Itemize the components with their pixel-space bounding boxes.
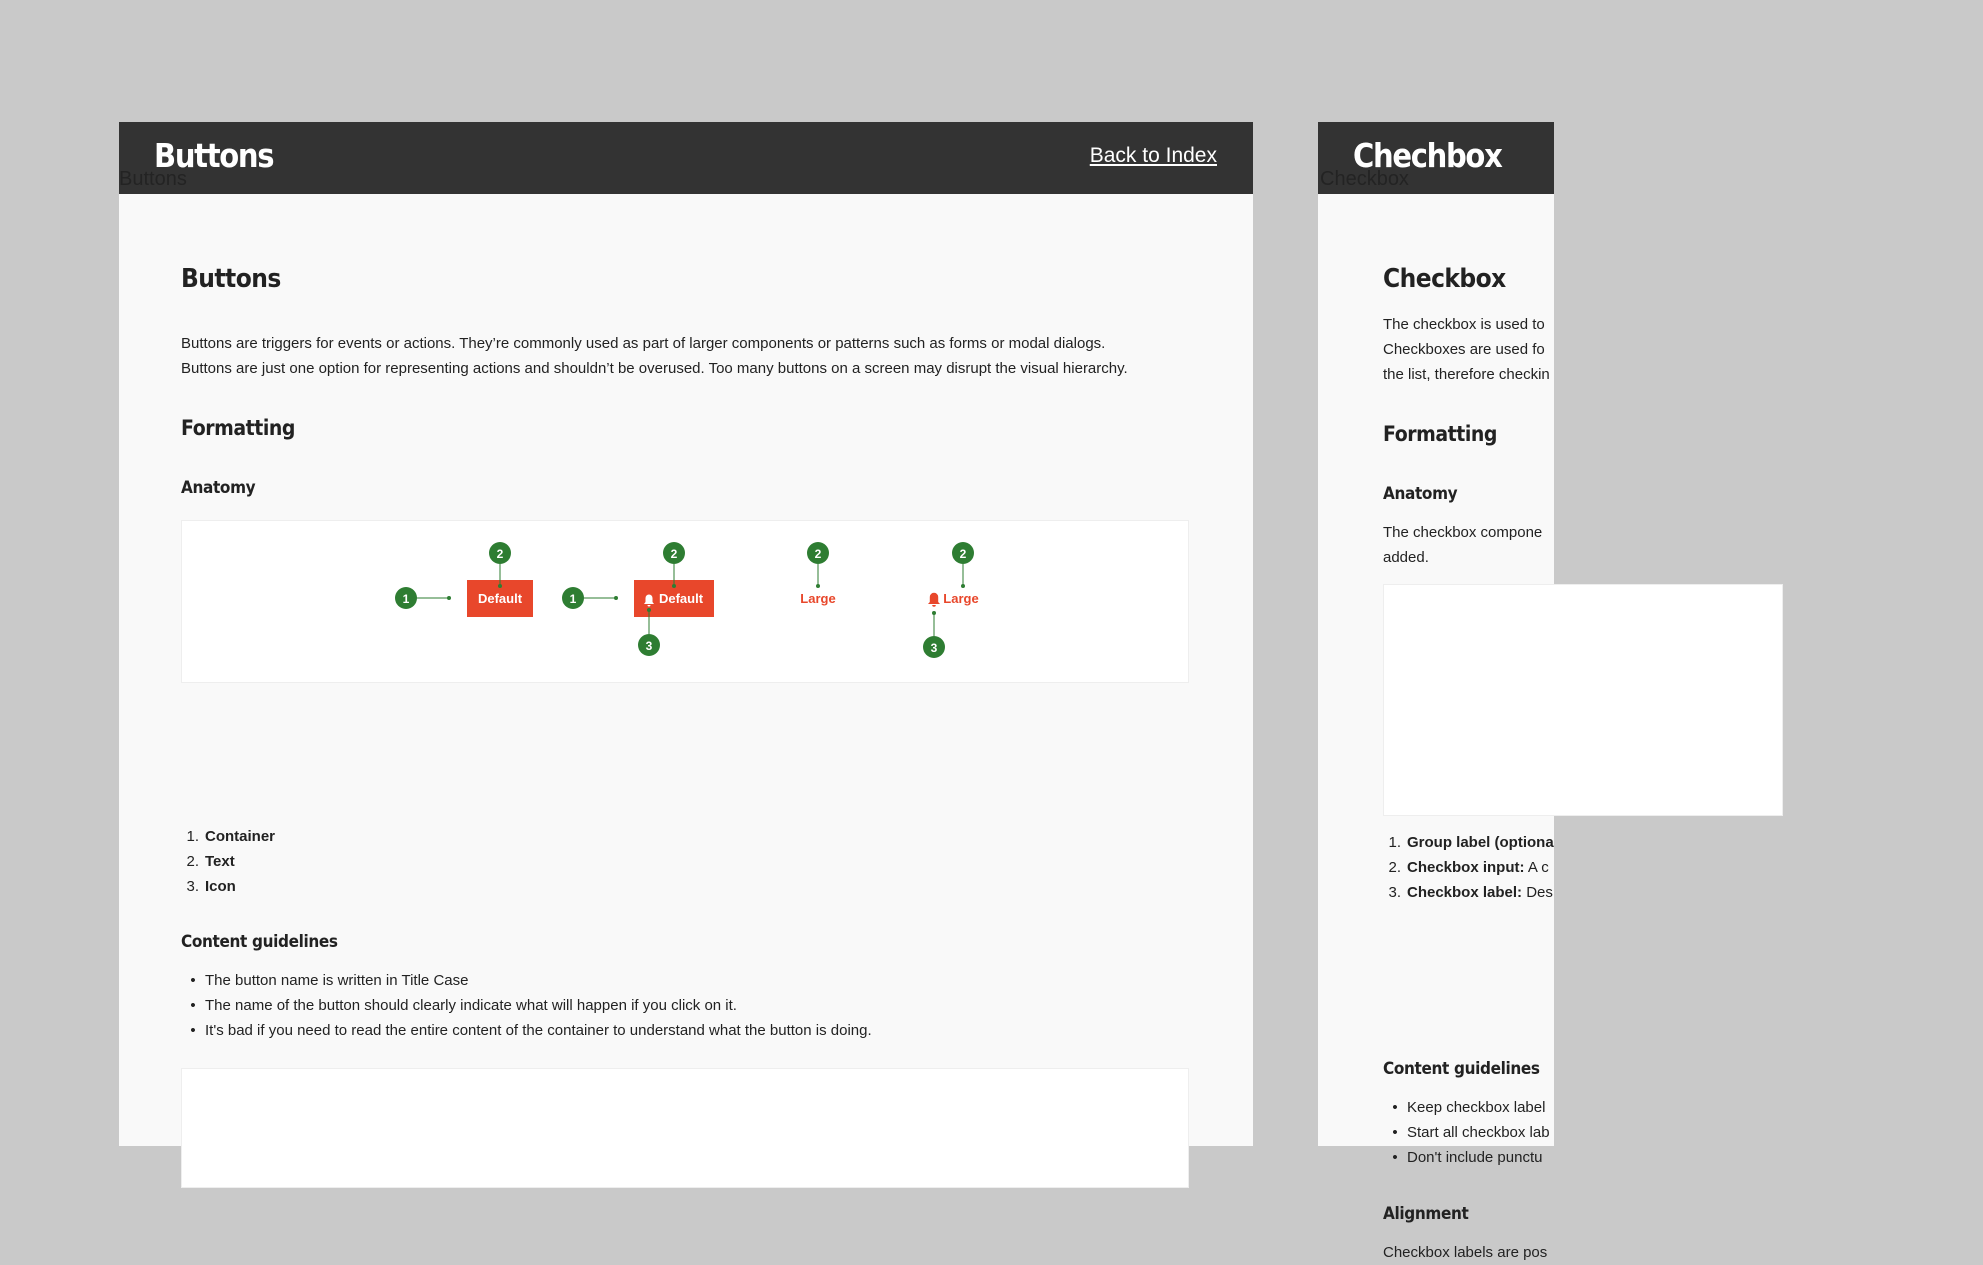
anatomy-heading: Anatomy	[181, 478, 256, 498]
list-text: Start all checkbox lab	[1407, 1124, 1550, 1141]
anatomy-diagram-svg	[182, 521, 1190, 684]
section-heading: Buttons	[181, 264, 281, 294]
marker-2-label: 2	[959, 547, 967, 561]
list-item	[181, 874, 275, 899]
alignment-heading: Alignment	[1383, 1204, 1469, 1224]
frame-label: Checkbox	[1320, 168, 1409, 190]
marker-2-label: 2	[814, 547, 822, 561]
list-item	[181, 849, 275, 874]
back-to-index-link[interactable]: Back to Index	[1089, 144, 1217, 167]
anatomy-list	[1383, 830, 1554, 905]
intro-line: Checkboxes are used fo	[1383, 341, 1545, 358]
bullet: •	[190, 1022, 196, 1039]
list-number: 3.	[1388, 884, 1401, 901]
intro-text	[1383, 312, 1550, 387]
list-number: 2.	[186, 853, 199, 870]
leader-dot	[498, 584, 502, 588]
page-title: Buttons	[154, 136, 274, 175]
list-item	[181, 968, 872, 993]
content-guidelines-heading: Content guidelines	[181, 932, 338, 952]
intro-line: Buttons are triggers for events or actions. They’re commonly used as part of larger components or patterns such as forms or modal dialogs.	[181, 335, 1106, 352]
list-item	[181, 1018, 872, 1043]
anatomy-heading: Anatomy	[1383, 484, 1458, 504]
bullet: •	[1392, 1124, 1398, 1141]
leader-dot	[932, 611, 936, 615]
list-text: The name of the button should clearly indicate what will happen if you click on it.	[205, 997, 737, 1014]
marker-3-label: 3	[930, 641, 938, 655]
anatomy-line: added.	[1383, 549, 1429, 566]
list-text: Keep checkbox label	[1407, 1099, 1546, 1116]
list-number: 1.	[1388, 834, 1401, 851]
bullet: •	[190, 997, 196, 1014]
default-button-label: Default	[477, 591, 523, 606]
list-item	[1383, 855, 1554, 880]
marker-2-label: 2	[670, 547, 678, 561]
content-guidelines-list	[1383, 1095, 1550, 1170]
intro-line: The checkbox is used to	[1383, 316, 1545, 333]
list-label: Checkbox input:	[1407, 859, 1525, 876]
list-label: Icon	[205, 878, 236, 895]
list-label: Group label (optiona	[1407, 834, 1554, 851]
checkbox-doc-page	[1318, 122, 1554, 1261]
bullet: •	[1392, 1099, 1398, 1116]
list-item	[181, 993, 872, 1018]
list-text: It's bad if you need to read the entire content of the container to understand what the button is doing.	[205, 1022, 872, 1039]
bell-icon	[928, 593, 940, 607]
list-item	[1383, 830, 1554, 855]
anatomy-diagram	[1383, 584, 1783, 816]
list-text: Des	[1522, 884, 1553, 901]
list-text: A c	[1524, 859, 1549, 876]
alignment-text: Checkbox labels are pos	[1383, 1244, 1548, 1261]
content-guidelines-list	[181, 968, 872, 1043]
list-label: Checkbox label:	[1407, 884, 1523, 901]
list-item	[1383, 880, 1554, 905]
intro-line: the list, therefore checkin	[1383, 366, 1550, 383]
anatomy-diagram	[181, 520, 1189, 683]
anatomy-text	[1383, 520, 1542, 570]
list-label: Container	[205, 828, 276, 845]
large-text-button[interactable]: Large	[800, 591, 836, 606]
formatting-heading: Formatting	[1383, 422, 1497, 446]
list-number: 2.	[1388, 859, 1401, 876]
list-item	[181, 824, 275, 849]
list-number: 1.	[186, 828, 199, 845]
top-bar	[1318, 122, 1554, 194]
anatomy-list	[181, 824, 275, 899]
intro-text	[181, 331, 1128, 381]
list-label: Text	[205, 853, 235, 870]
buttons-doc-page	[119, 122, 1253, 1146]
marker-3-label: 3	[645, 639, 653, 653]
list-text: The button name is written in Title Case	[205, 972, 469, 989]
leader-dot	[614, 596, 618, 600]
default-icon-button-label: Default	[658, 591, 704, 606]
leader-dot	[672, 584, 676, 588]
bullet: •	[1392, 1149, 1398, 1166]
marker-1-label: 1	[402, 592, 410, 606]
leader-dot	[961, 584, 965, 588]
marker-1-label: 1	[569, 592, 577, 606]
list-item	[1383, 1120, 1550, 1145]
leader-dot	[447, 596, 451, 600]
list-item	[1383, 1145, 1550, 1170]
formatting-heading: Formatting	[181, 416, 295, 440]
list-number: 3.	[186, 878, 199, 895]
leader-dot	[647, 608, 651, 612]
section-heading: Checkbox	[1383, 264, 1506, 294]
anatomy-line: The checkbox compone	[1383, 524, 1543, 541]
large-icon-text-button[interactable]: Large	[943, 591, 979, 606]
placement-diagram	[181, 1068, 1189, 1188]
bullet: •	[190, 972, 196, 989]
list-text: Don't include punctu	[1407, 1149, 1543, 1166]
frame-label: Buttons	[119, 168, 187, 190]
marker-2-label: 2	[496, 547, 504, 561]
top-bar	[119, 122, 1253, 194]
page-title: Chechbox	[1353, 136, 1502, 175]
list-item	[1383, 1095, 1550, 1120]
content-guidelines-heading: Content guidelines	[1383, 1059, 1540, 1079]
leader-dot	[816, 584, 820, 588]
intro-line: Buttons are just one option for representing actions and shouldn’t be overused. Too many buttons on a screen may disrupt the visual hierarchy.	[181, 360, 1128, 377]
